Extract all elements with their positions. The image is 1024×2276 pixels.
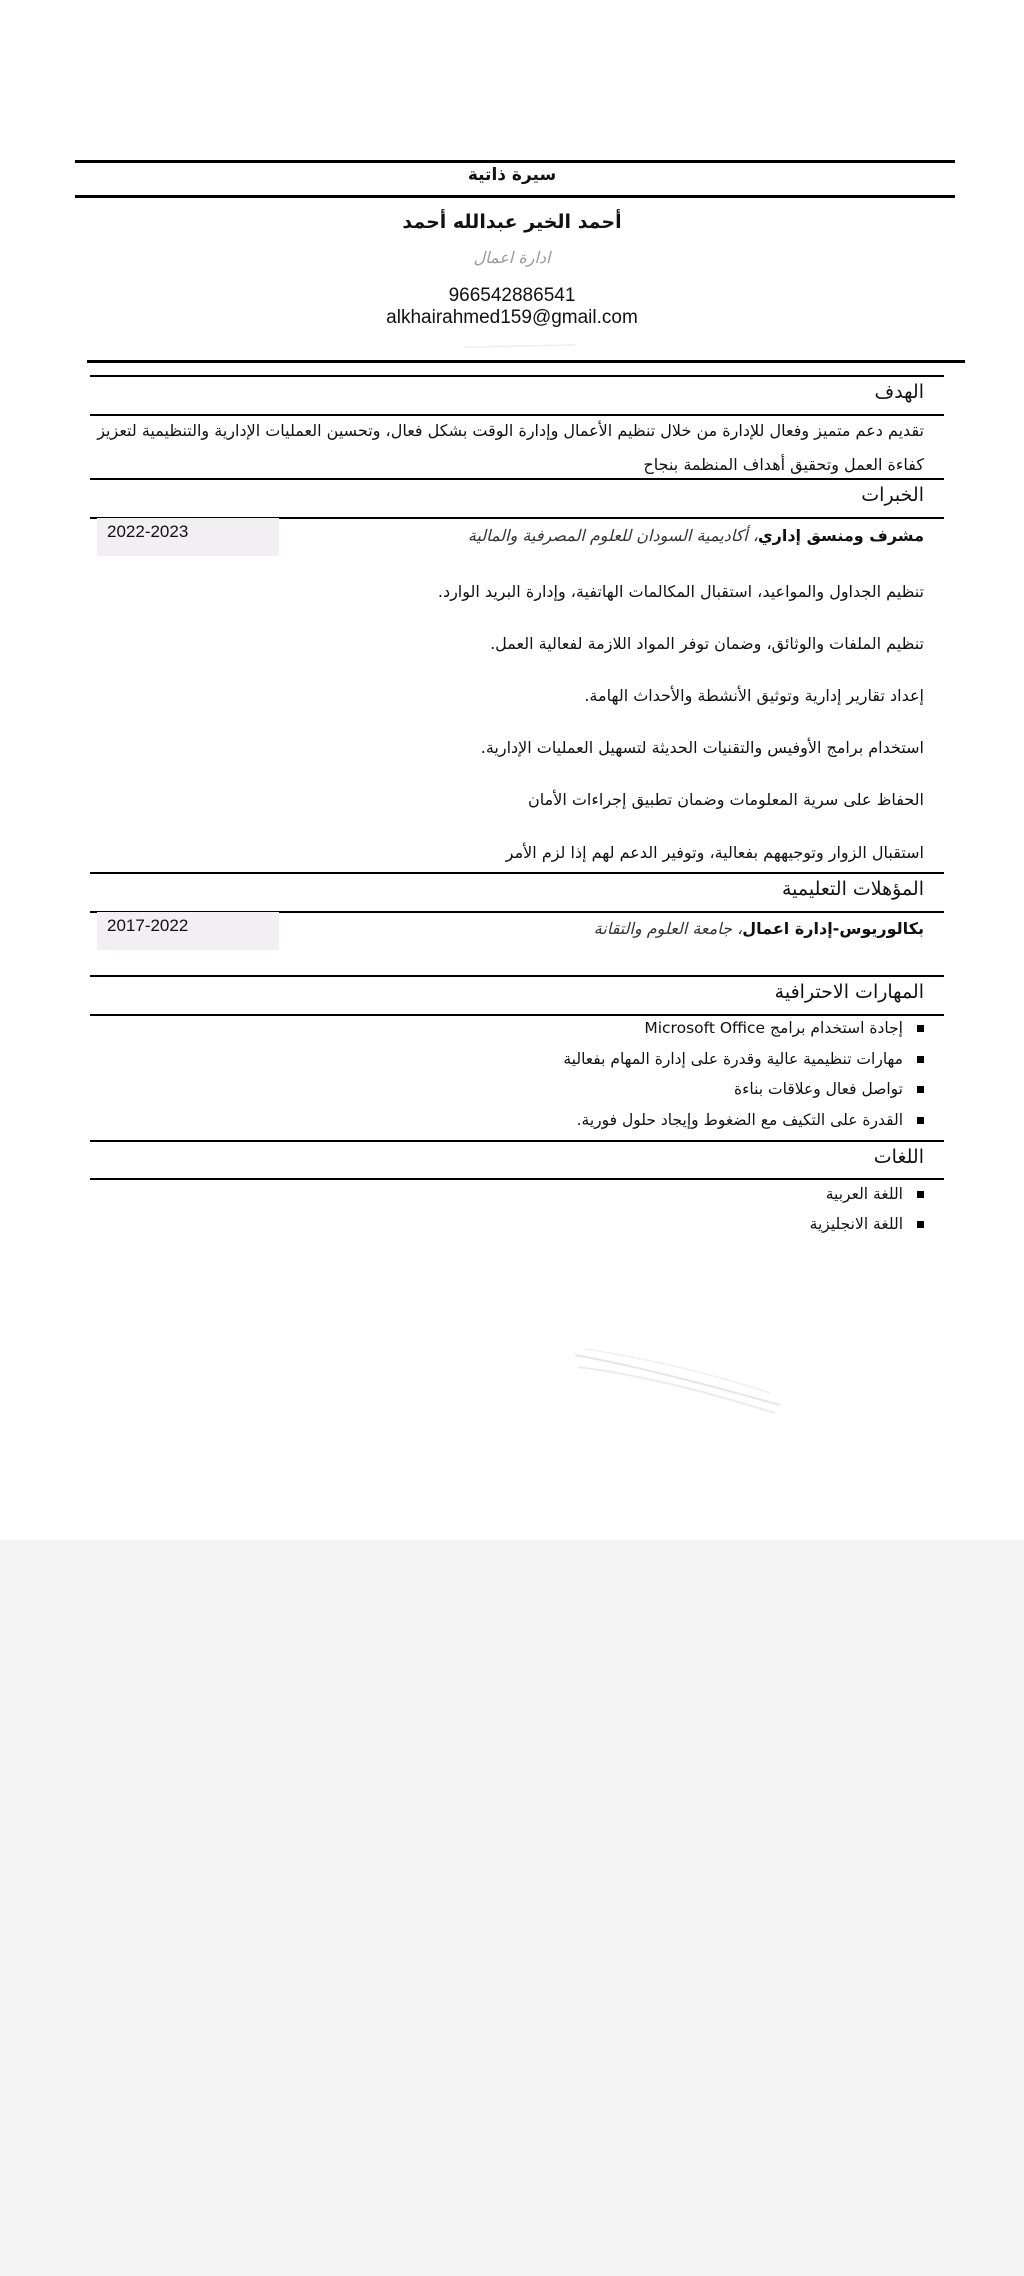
skill-item: تواصل فعال وعلاقات بناءة — [734, 1080, 924, 1098]
experience-task: تنظيم الملفات والوثائق، وضمان توفر المواد اللازمة لفعالية العمل. — [490, 634, 924, 653]
experience-task: استقبال الزوار وتوجيههم بفعالية، وتوفير الدعم لهم إذا لزم الأمر — [505, 843, 924, 862]
skills-title: المهارات الاحترافية — [774, 981, 924, 1003]
bullet-icon — [917, 1191, 924, 1198]
section-rule — [90, 478, 944, 480]
section-rule — [90, 872, 944, 874]
languages-title: اللغات — [873, 1146, 924, 1168]
objective-title: الهدف — [874, 381, 924, 403]
skill-item: مهارات تنظيمية عالية وقدرة على إدارة المهام بفعالية — [563, 1050, 924, 1068]
section-rule — [90, 1140, 944, 1142]
experience-task: الحفاظ على سرية المعلومات وضمان تطبيق إجراءات الأمان — [528, 790, 924, 809]
bullet-icon — [917, 1117, 924, 1124]
bullet-icon — [917, 1086, 924, 1093]
bullet-icon — [917, 1056, 924, 1063]
candidate-name: أحمد الخير عبدالله أحمد — [402, 211, 622, 233]
section-rule — [90, 1178, 944, 1180]
candidate-field: ادارة اعمال — [473, 248, 551, 267]
skill-item: القدرة على التكيف مع الضغوط وإيجاد حلول فورية. — [577, 1111, 924, 1129]
bullet-icon — [917, 1025, 924, 1032]
education-school: ، جامعة العلوم والتقانة — [593, 919, 743, 938]
section-rule — [90, 975, 944, 977]
experience-task: إعداد تقارير إدارية وتوثيق الأنشطة والأحداث الهامة. — [584, 686, 924, 705]
experience-title: الخبرات — [861, 484, 924, 506]
experience-heading — [468, 526, 924, 545]
skill-item: إجادة استخدام برامج Microsoft Office — [644, 1019, 924, 1037]
faint-stamp-mark — [570, 1345, 790, 1415]
faint-header-mark — [460, 335, 580, 355]
education-dates: 2017-2022 — [97, 912, 279, 950]
education-title: المؤهلات التعليمية — [781, 878, 924, 900]
bullet-icon — [917, 1221, 924, 1228]
experience-org: ، أكاديمية السودان للعلوم المصرفية والمالية — [467, 526, 758, 545]
email-address: alkhairahmed159@gmail.com — [386, 307, 638, 328]
objective-text: تقديم دعم متميز وفعال للإدارة من خلال تنظيم الأعمال وإدارة الوقت بشكل فعال، وتحسين العمليات الإدارية والتنظيمية لتعزيز كفاءة العمل وتحقيق أهداف المنظمة بنجاح — [97, 421, 924, 474]
section-rule — [90, 1014, 944, 1016]
language-item: اللغة الانجليزية — [810, 1215, 924, 1233]
education-heading — [594, 919, 924, 938]
document-title: سيرة ذاتية — [467, 165, 557, 185]
header-bottom-rule — [75, 195, 955, 198]
education-degree: بكالوريوس-إدارة اعمال — [742, 919, 924, 938]
phone-number: 966542886541 — [448, 285, 576, 306]
language-item: اللغة العربية — [826, 1185, 924, 1203]
section-rule — [90, 375, 944, 377]
experience-task: تنظيم الجداول والمواعيد، استقبال المكالمات الهاتفية، وإدارة البريد الوارد. — [437, 582, 924, 601]
experience-dates: 2022-2023 — [97, 518, 279, 556]
experience-task: استخدام برامج الأوفيس والتقنيات الحديثة لتسهيل العمليات الإدارية. — [480, 738, 924, 757]
experience-role: مشرف ومنسق إداري — [757, 526, 924, 545]
header-separator — [87, 360, 965, 363]
header-top-rule — [75, 160, 955, 163]
